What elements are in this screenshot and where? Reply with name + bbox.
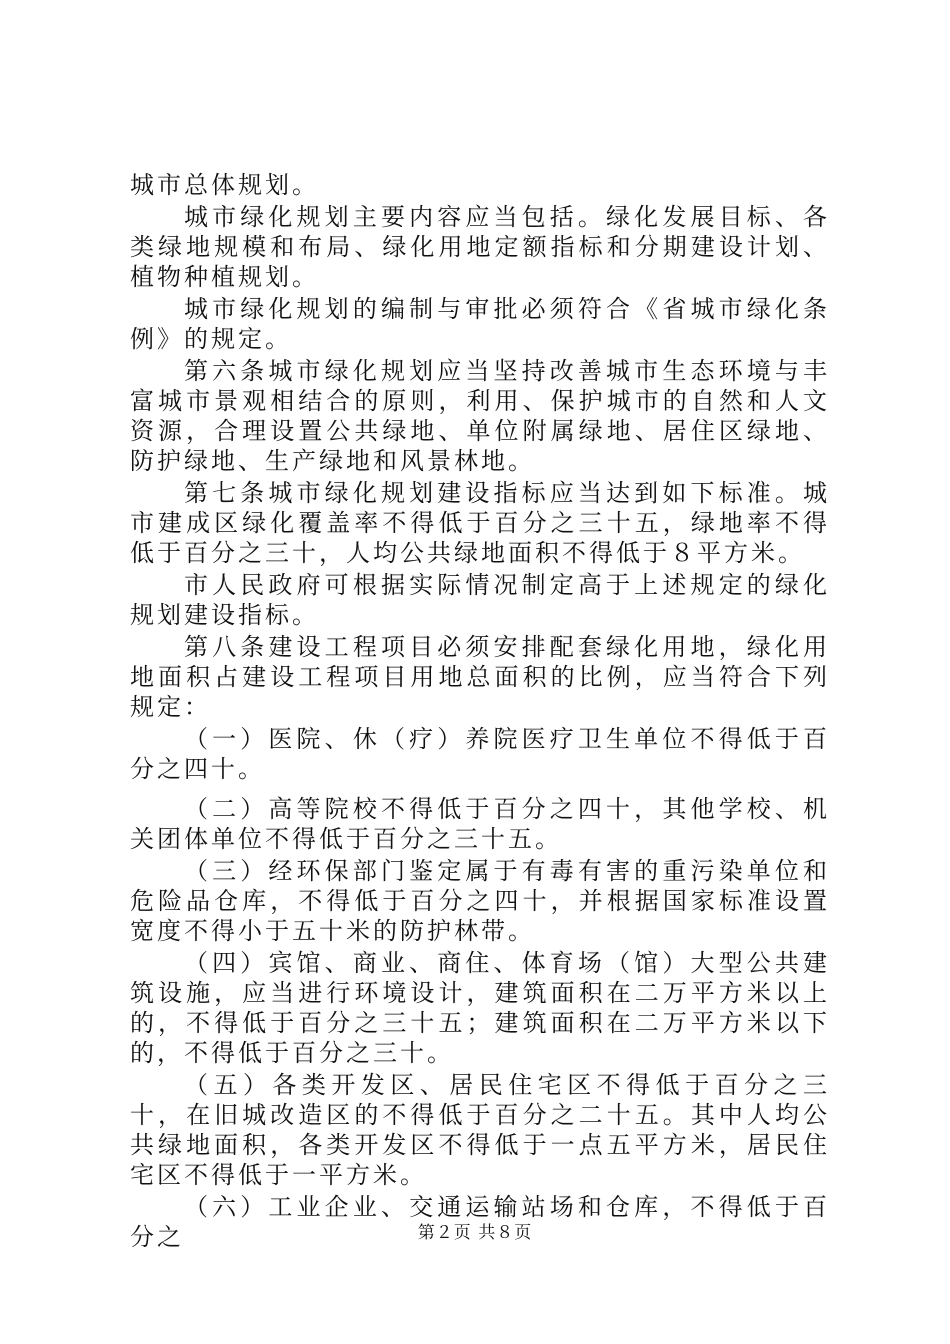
list-item-3: （三）经环保部门鉴定属于有毒有害的重污染单位和危险品仓库，不得低于百分之四十，并根据国家标准设置宽度不得小于五十米的防护林带。 [130,857,830,945]
list-item-1: （一）医院、休（疗）养院医疗卫生单位不得低于百分之四十。 [130,725,830,783]
paragraph-2: 城市绿化规划主要内容应当包括。绿化发展目标、各类绿地规模和布局、绿化用地定额指标和分期建设计划、植物种植规划。 [130,203,830,291]
article-7-paragraph: 第七条城市绿化规划建设指标应当达到如下标准。城市建成区绿化覆盖率不得低于百分之三十五，绿地率不得低于百分之三十，人均公共绿地面积不得低于８平方米。 [130,479,830,567]
paragraph-1: 城市总体规划。 [130,171,319,199]
article-8-paragraph: 第八条建设工程项目必须安排配套绿化用地，绿化用地面积占建设工程项目用地总面积的比例，应当符合下列规定： [130,633,830,721]
document-body [130,170,830,1254]
list-item-2: （二）高等院校不得低于百分之四十，其他学校、机关团体单位不得低于百分之三十五。 [130,795,830,853]
list-item-4: （四）宾馆、商业、商住、体育场（馆）大型公共建筑设施，应当进行环境设计，建筑面积在二万平方米以上的，不得低于百分之三十五；建筑面积在二万平方米以下的，不得低于百分之三十。 [130,949,830,1067]
paragraph-3: 城市绿化规划的编制与审批必须符合《省城市绿化条例》的规定。 [130,295,830,353]
page-number-footer: 第２页 共８页 [417,1223,533,1243]
article-6-paragraph: 第六条城市绿化规划应当坚持改善城市生态环境与丰富城市景观相结合的原则，利用、保护城市的自然和人文资源，合理设置公共绿地、单位附属绿地、居住区绿地、防护绿地、生产绿地和风景林地。 [130,357,830,475]
list-item-6: （六）工业企业、交通运输站场和仓库，不得低于百分之 [130,1193,830,1251]
paragraph-6: 市人民政府可根据实际情况制定高于上述规定的绿化规划建设指标。 [130,571,830,629]
list-item-5: （五）各类开发区、居民住宅区不得低于百分之三十，在旧城改造区的不得低于百分之二十五。其中人均公共绿地面积，各类开发区不得低于一点五平方米，居民住宅区不得低于一平方米。 [130,1071,830,1189]
